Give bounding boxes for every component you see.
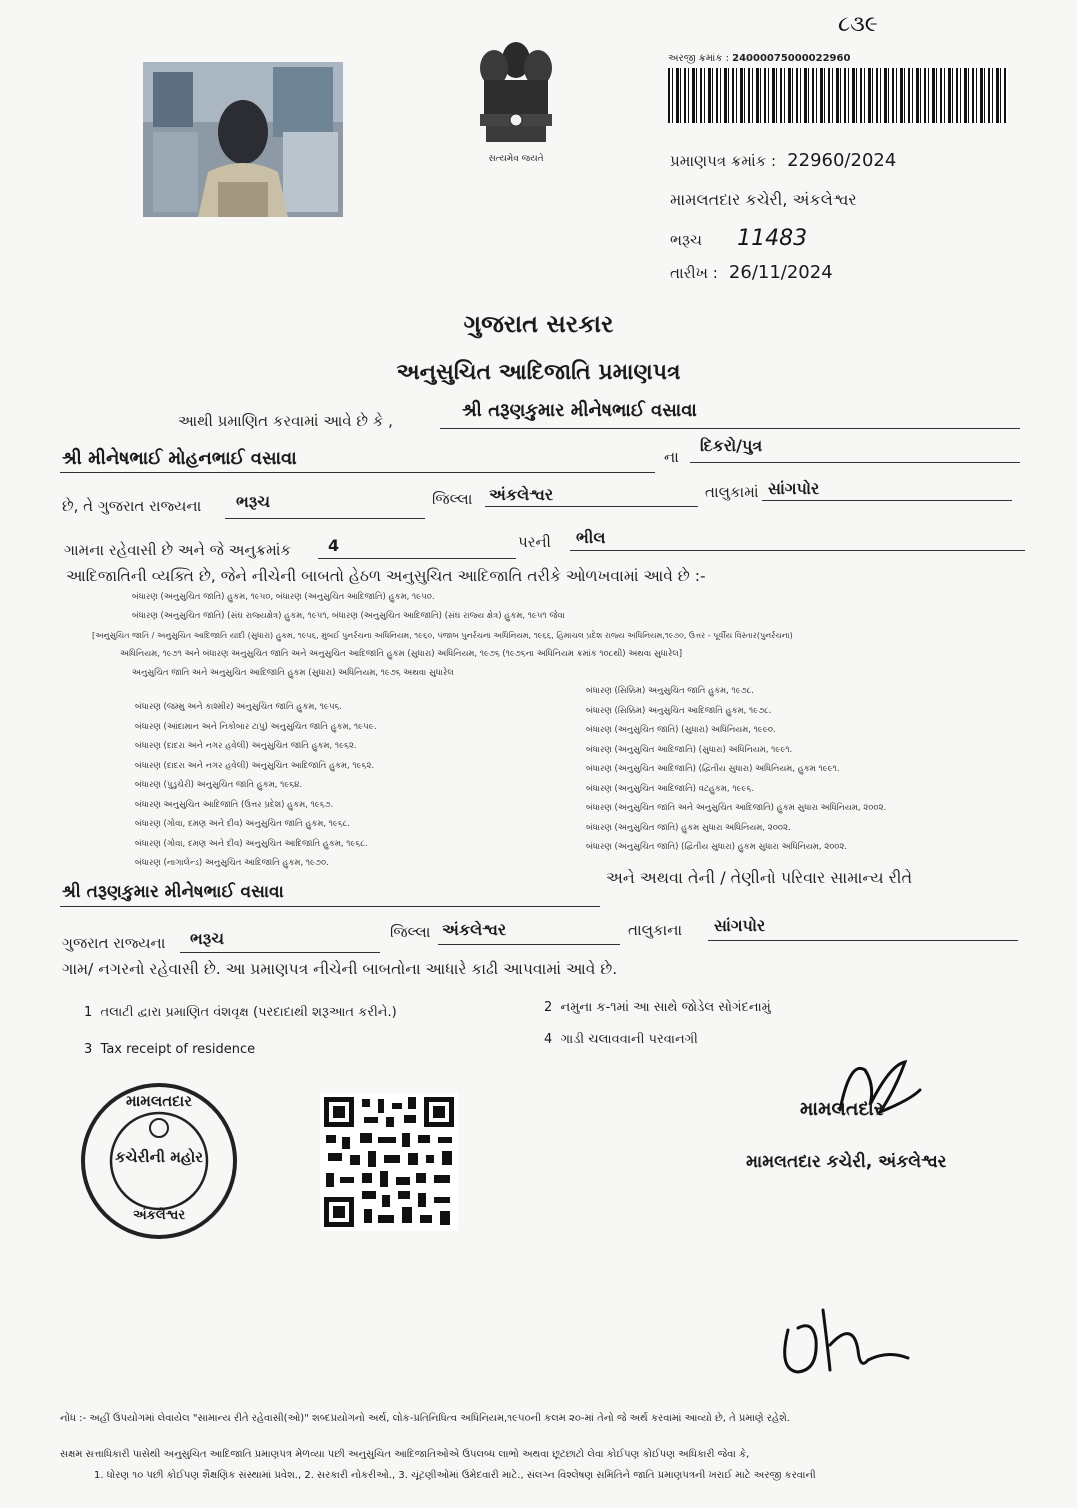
qr-code (320, 1093, 458, 1231)
certify-text: આથી પ્રમાણિત કરવામાં આવે છે કે , (178, 412, 393, 430)
residence-holder-line (60, 906, 600, 907)
footer-note: નોંધ :- અહીં ઉપયોગમાં લેવાયેલ "સામાન્ય રીતે રહેવાસી(ઓ)" શબ્દપ્રયોગનો અર્થ, લોક-પ્રતિનિધિત્વ અધિનિયમ,૧૯૫૦ની કલમ ૨૦-માં તેનો જે અર્થ કરવામાં આવ્યો છે, તે પ્રમાણે રહેશે. (60, 1413, 790, 1424)
application-number: 24000075000022960 (732, 53, 851, 64)
seal-bottom-text: અંકલેશ્વર (132, 1208, 186, 1223)
order-item: બંધારણ (અનુસુચિત આદિજાતિ) વટહુકમ, ૧૯૯૬. (586, 783, 755, 794)
taluka-line (485, 506, 698, 507)
order-item: બંધારણ (અનુસુચિત જાતિ) (દ્વિતીય સુધારા) હુકમ સુધારા અધિનિયમ, ૨૦૦૨. (586, 842, 848, 852)
document-item (84, 1005, 397, 1020)
barcode (668, 68, 1008, 123)
order-item: બંધારણ (દાદરા અને નગર હવેલી) અનુસુચિત જાતિ હુકમ, ૧૯૬૨. (135, 741, 357, 751)
footer-authority: સક્ષમ સત્તાધિકારી પાસેથી અનુસુચિત આદિજાતિ પ્રમાણપત્ર મેળવ્યા પછી અનુસુચિત આદિજાતિઓએ ઉપલબ્ધ લાભો અથવા છૂટછાટો લેવા કોઈપણ કોઈપણ અધિકારી જેવા કે, (60, 1449, 750, 1460)
orders-paragraph (92, 588, 992, 683)
residence-district-label: જિલ્લા (390, 923, 431, 941)
document-number: 1 (84, 1005, 93, 1020)
district: ભરૂચ (236, 492, 271, 511)
document-text: Tax receipt of residence (100, 1042, 256, 1057)
qr-code-icon (320, 1093, 458, 1231)
inward-row (670, 226, 807, 251)
orders-right-list (586, 682, 1006, 858)
inward-label: ભરૂચ (670, 231, 702, 249)
date-value: 26/11/2024 (728, 262, 833, 283)
residence-village-line (708, 940, 1018, 941)
date-label: તારીખ : (670, 264, 718, 282)
document-text: ગાડી ચલાવવાની પરવાનગી (560, 1032, 698, 1047)
order-line: અનુસુચિત જાતિ અને અનુસુચિત આદિજાતિ હુકમ (સુધારા) અધિનિયમ, ૧૯૭૬ અથવા સુધારેલ (132, 668, 454, 678)
seal-center-text: કચેરીની મહોર (114, 1148, 204, 1166)
issuing-office: મામલતદાર કચેરી, અંકલેશ્વર (670, 190, 857, 209)
residence-village: સાંગપોર (714, 916, 766, 935)
second-signature (768, 1300, 918, 1390)
holder-name-line (440, 428, 1020, 429)
residence-holder-name: શ્રી તરૂણકુમાર મીનેષભાઈ વસાવા (62, 882, 284, 902)
order-item: બંધારણ (અનુસુચિત જાતિ) હુકમ સુધારા અધિનિયમ, ૨૦૦૨. (586, 822, 791, 833)
certificate-number-label: પ્રમાણપત્ર ક્રમાંક : (670, 152, 777, 170)
family-text: અને અથવા તેની / તેણીનો પરિવાર સામાન્ય રીતે (606, 868, 913, 887)
photo-image (143, 62, 343, 217)
order-item: બંધારણ (ગોવા, દમણ અને દીવ) અનુસુચિત આદિજાતિ હુકમ, ૧૯૬૮. (135, 838, 368, 849)
order-line: [અનુસુચિત જાતિ / અનુસુચિત આદિજાતિ યાદી (સુધારા) હુકમ, ૧૯૫૬, મુંબઈ પુનર્રચના અધિનિયમ, ૧૯૬૦, પંજાબ પુનર્રચના અધિનિયમ, ૧૯૬૬, હિમાચલ પ્રદેશ રાજ્ય અધિનિયમ,૧૯૭૦, ઉત્તર - પૂર્વીય વિસ્તાર(પુનર્રચના) (92, 631, 793, 640)
taluka: અંકલેશ્વર (489, 485, 554, 504)
order-item: બંધારણ (નાગાલેન્ડ) અનુસુચિત આદિજાતિ હુકમ, ૧૯૭૦. (135, 858, 329, 868)
application-number-label: અરજી ક્રમાંક : (668, 53, 729, 64)
document-number: 4 (544, 1032, 553, 1047)
residence-district: ભરૂચ (190, 929, 225, 948)
order-item: બંધારણ (ગોવા, દમણ અને દીવ) અનુસુચિત જાતિ હુકમ, ૧૯૬૮. (135, 819, 351, 829)
resident-text: ગામના રહેવાસી છે અને જે અનુક્રમાંક (64, 541, 292, 559)
order-item: બંધારણ (અનુસુચિત આદિજાતિ) (દ્વિતીય સુધારા) અધિનિયમ, હુકમ ૧૯૯૧. (586, 764, 840, 774)
na-text: ના (664, 448, 679, 466)
taluka-label: તાલુકામાં (705, 483, 759, 501)
residence-district-line (180, 952, 380, 953)
application-number-row (668, 53, 850, 64)
ashoka-emblem-icon (466, 38, 566, 148)
district-line (225, 518, 425, 519)
signatory-office: મામલતદાર કચેરી, અંકલેશ્વર (746, 1152, 947, 1172)
inward-number: 11483 (737, 226, 808, 251)
village-line (762, 500, 1012, 501)
document-text: તલાટી દ્વારા પ્રમાણિત વંશવૃક્ષ (પરદાદાથી શરૂઆત કરીને.) (100, 1005, 397, 1020)
certificate-number-row (670, 150, 896, 171)
serial-number: 4 (328, 536, 340, 555)
order-item: બંધારણ (અનુસુચિત જાતિ અને અનુસુચિત આદિજાતિ) હુકમ સુધારા અધિનિયમ, ૨૦૦૨. (586, 803, 887, 813)
father-name: શ્રી મીનેષભાઈ મોહનભાઈ વસાવા (62, 448, 297, 469)
order-item: બંધારણ (પુડુચેરી) અનુસુચિત જાતિ હુકમ, ૧૯૬૪. (135, 780, 303, 790)
emblem-motto: સત્યમેવ જયતે (488, 154, 544, 164)
national-emblem (466, 38, 566, 163)
order-item: બંધારણ (સિક્કિમ) અનુસુચિત આદિજાતિ હુકમ, ૧૯૭૮. (586, 705, 772, 716)
certificate-title: અનુસુચિત આદિજાતિ પ્રમાણપત્ર (396, 360, 681, 385)
order-item: બંધારણ (સિક્કિમ) અનુસુચિત જાતિ હુકમ, ૧૯૭૮. (586, 686, 755, 696)
document-number: 3 (84, 1042, 93, 1057)
basis-text: ગામ/ નગરનો રહેવાસી છે. આ પ્રમાણપત્ર નીચેની બાબતોના આધારે કાઢી આપવામાં આવે છે. (62, 960, 618, 978)
office-seal (78, 1080, 240, 1242)
date-row (670, 262, 833, 283)
serial-line (318, 558, 516, 559)
order-item: બંધારણ (જમ્મુ અને કાશ્મીર) અનુસુચિત જાતિ હુકમ, ૧૯૫૬. (135, 702, 343, 712)
district-label: જિલ્લા (432, 490, 473, 508)
order-item: બંધારણ (દાદરા અને નગર હવેલી) અનુસુચિત આદિજાતિ હુકમ, ૧૯૬૨. (135, 760, 375, 771)
relation-line (690, 462, 1020, 463)
residence-taluka-line (438, 944, 620, 945)
certificate-number: 22960/2024 (787, 150, 897, 171)
orders-left-list (135, 698, 555, 874)
holder-photo (143, 62, 343, 217)
order-item: બંધારણ અનુસુચિત આદિજાતિ (ઉત્તર પ્રદેશ) હુકમ, ૧૯૬૭. (135, 799, 334, 810)
tribe-line (570, 550, 1025, 551)
document-item (544, 1032, 698, 1047)
order-item: બંધારણ (આંદામાન અને નિકોબાર ટાપુ) અનુસુચિત જાતિ હુકમ, ૧૯૫૯. (135, 721, 377, 732)
document-item (544, 1000, 771, 1015)
village: સાંગપોર (768, 479, 820, 498)
order-line: અધિનિયમ, ૧૯૭૧ અને બંધારણ અનુસુચિત જાતિ અને અનુસુચિત આદિજાતિ હુકમ (સુધારા) અધિનિયમ, ૧૯૭૬ (૧૯૭૬ના અધિનિયમ ક્રમાંક ૧૦૮થી) અથવા સુધારેલ] (120, 649, 683, 659)
document-number: 2 (544, 1000, 553, 1015)
page-number: ૮૩૯ (838, 12, 878, 37)
signature-icon (768, 1300, 918, 1390)
order-line: બંધારણ (અનુસુચિત જાતિ) હુકમ, ૧૯૫૦, બંધારણ (અનુસુચિત આદિજાતિ) હુકમ, ૧૯૫૦. (132, 592, 435, 602)
residence-taluka-label: તાલુકાના (628, 921, 683, 939)
order-item: બંધારણ (અનુસુચિત જાતિ) (સુધારા) અધિનિયમ, ૧૯૯૦. (586, 725, 776, 735)
tribe: ભીલ (576, 528, 606, 547)
residence-taluka: અંકલેશ્વર (442, 920, 507, 939)
holder-name: શ્રી તરૂણકુમાર મીનેષભાઈ વસાવા (462, 400, 697, 421)
father-name-line (60, 472, 655, 473)
government-title: ગુજરાત સરકાર (463, 310, 614, 338)
footer-items: 1. ધોરણ ૧૦ પછી કોઈપણ શૈક્ષણિક સંસ્થામાં પ્રવેશ., 2. સરકારી નોકરીઓ., 3. ચૂંટણીઓમાં ઉમેદવારી માટે., સંલગ્ન વિશ્લેષણ સમિતિને જાતિ પ્રમાણપત્રની ખરાઈ માટે અરજી કરવાની (94, 1470, 816, 1481)
relation: દિકરો/પુત્ર (700, 436, 763, 455)
seal-top-text: મામલતદાર (126, 1092, 192, 1110)
state-text: છે, તે ગુજરાત રાજ્યના (62, 497, 202, 515)
order-item: બંધારણ (અનુસુચિત આદિજાતિ) (સુધારા) અધિનિયમ, ૧૯૯૧. (586, 744, 793, 755)
order-line: બંધારણ (અનુસુચિત જાતિ) (સંઘ રાજ્યક્ષેત્ર) હુકમ, ૧૯૫૧, બંધારણ (અનુસુચિત આદિજાતિ) (સંઘ રાજ્ય ક્ષેત્ર) હુકમ, ૧૯૫૧ જેવા (132, 611, 565, 621)
tribe-statement: આદિજાતિની વ્યક્તિ છે, જેને નીચેની બાબતો હેઠળ અનુસુચિત આદિજાતિ તરીકે ઓળખવામાં આવે છે :- (66, 567, 706, 585)
residence-state-text: ગુજરાત રાજ્યના (62, 934, 166, 952)
document-item (84, 1042, 255, 1057)
document-text: નમુના ક-૧માં આ સાથે જોડેલ સોગંદનામું (560, 1000, 771, 1015)
par-text: પરની (518, 533, 551, 551)
signatory-title: મામલતદાર (800, 1098, 884, 1120)
